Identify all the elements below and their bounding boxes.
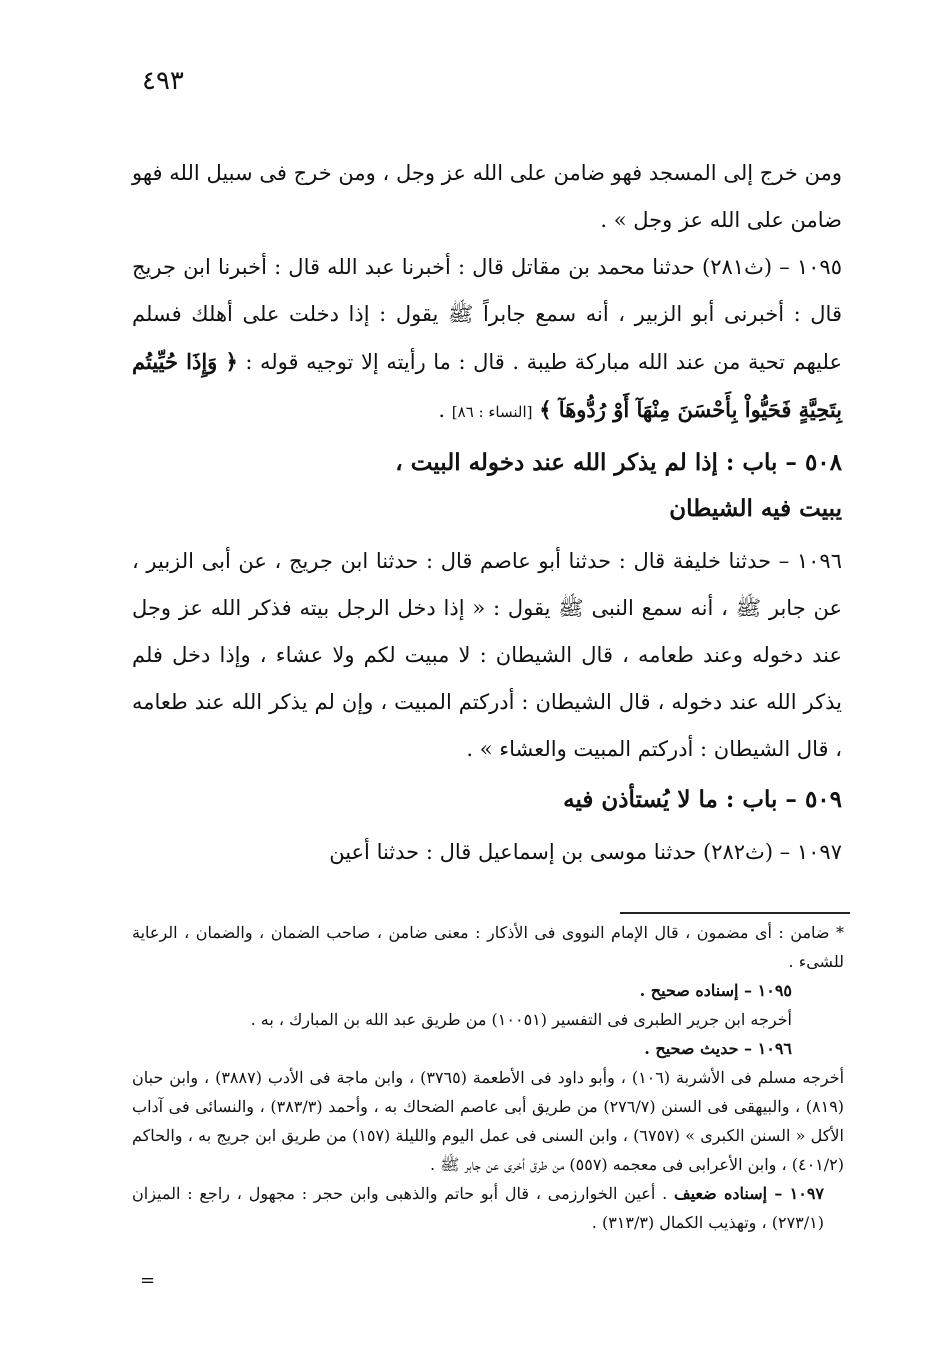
footnote-takhrij-1096: أخرجه مسلم فى الأشربة (١٠٦) ، وأبو داود فى الأطعمة (٣٧٦٥) ، وابن ماجة فى الأدب (٣٨٨٧) ، وابن حبان (٨١٩) ، والبيهقى فى السنن (٢٧٦/٧) من طريق أبى عاصم الضحاك به ، وأحمد (٣٨٣/٣) ، والنسائى فى آداب الأكل « السنن الكبرى » (٦٧٥٧) ، وابن السنى فى عمل اليوم والليلة (١٥٧) من طريق ابن جريج به ، والحاكم (٤٠١/٢) ، وابن الأعرابى فى معجمه (٥٥٧) من طرق أخرى عن جابر ﷺ . (132, 1068, 845, 1174)
footnote-grade-1097: ١٠٩٧ – إسناده ضعيف (674, 1184, 825, 1203)
footnote-divider (620, 912, 850, 914)
page-number: ٤٩٣ (142, 66, 184, 96)
chapter-heading-509: ٥٠٩ – باب : ما لا يُستأذن فيه (563, 786, 842, 813)
footnote-1097 (132, 1179, 844, 1237)
hadith-1096: ١٠٩٦ – حدثنا خليفة قال : حدثنا أبو عاصم قال : حدثنا ابن جريج ، عن أبى الزبير ، عن جابر ﷺ ، أنه سمع النبى ﷺ يقول : « إذا دخل الرجل بيته فذكر الله عز وجل عند دخوله وعند طعامه ، قال الشيطان : لا مبيت لكم ولا عشاء ، وإذا دخل فلم يذكر الله عند دخوله ، قال الشيطان : أدركتم المبيت ، وإن لم يذكر الله عند طعامه ، قال الشيطان : أدركتم المبيت والعشاء » . (132, 549, 842, 761)
quran-end-mark: . (438, 398, 446, 422)
hadith-1097: ١٠٩٧ – (ث٢٨٢) حدثنا موسى بن إسماعيل قال : حدثنا أعين (329, 840, 842, 864)
footnote-takhrij-1095: أخرجه ابن جرير الطبرى فى التفسير (١٠٠٥١) من طريق عبد الله بن المبارك ، به . (250, 1010, 792, 1029)
continuation-mark: = (140, 1270, 156, 1291)
footnote-1097-text: . أعين الخوارزمى ، قال أبو حاتم والذهبى وابن حجر : مجهول ، راجع : الميزان (٢٧٣/١) ، وتهذيب الكمال (٣١٣/٣) . (132, 1184, 824, 1232)
chapter-heading-508 (132, 440, 842, 532)
main-text (132, 150, 842, 876)
paragraph-continuation: ومن خرج إلى المسجد فهو ضامن على الله عز وجل ، ومن خرج فى سبيل الله فهو ضامن على الله عز وجل » . (132, 161, 842, 232)
quran-verse: ﴿ وَإِذَا حُيِّيتُم بِتَحِيَّةٍ فَحَيُّواْ بِأَحْسَنَ مِنْهَآ أَوْ رُدُّوهَآ ﴾ (132, 349, 842, 422)
footnotes (132, 918, 844, 1237)
hadith-1095 (132, 244, 842, 436)
quran-reference: [النساء : ٨٦] (451, 403, 533, 421)
hadith-1095-text: ١٠٩٥ – (ث٢٨١) حدثنا محمد بن مقاتل قال : أخبرنا عبد الله قال : أخبرنا ابن جريج قال : أخبرنى أبو الزبير ، أنه سمع جابراً ﷺ يقول : إذا دخلت على أهلك فسلم عليهم تحية من عند الله مباركة طيبة . قال : ما رأيته إلا توجيه قوله : (132, 255, 842, 374)
footnote-grade-1095: ١٠٩٥ – إسناده صحيح . (639, 981, 792, 1000)
footnote-grade-1096: ١٠٩٦ – حديث صحيح . (644, 1039, 792, 1058)
chapter-heading-508-line2: يبيت فيه الشيطان (669, 495, 842, 522)
chapter-heading-508-line1: ٥٠٨ – باب : إذا لم يذكر الله عند دخوله البيت ، (395, 449, 842, 476)
footnote-star: * ضامن : أى مضمون ، قال الإمام النووى فى الأذكار : معنى ضامن ، صاحب الضمان ، والضمان ، الرعاية للشىء . (132, 923, 844, 971)
